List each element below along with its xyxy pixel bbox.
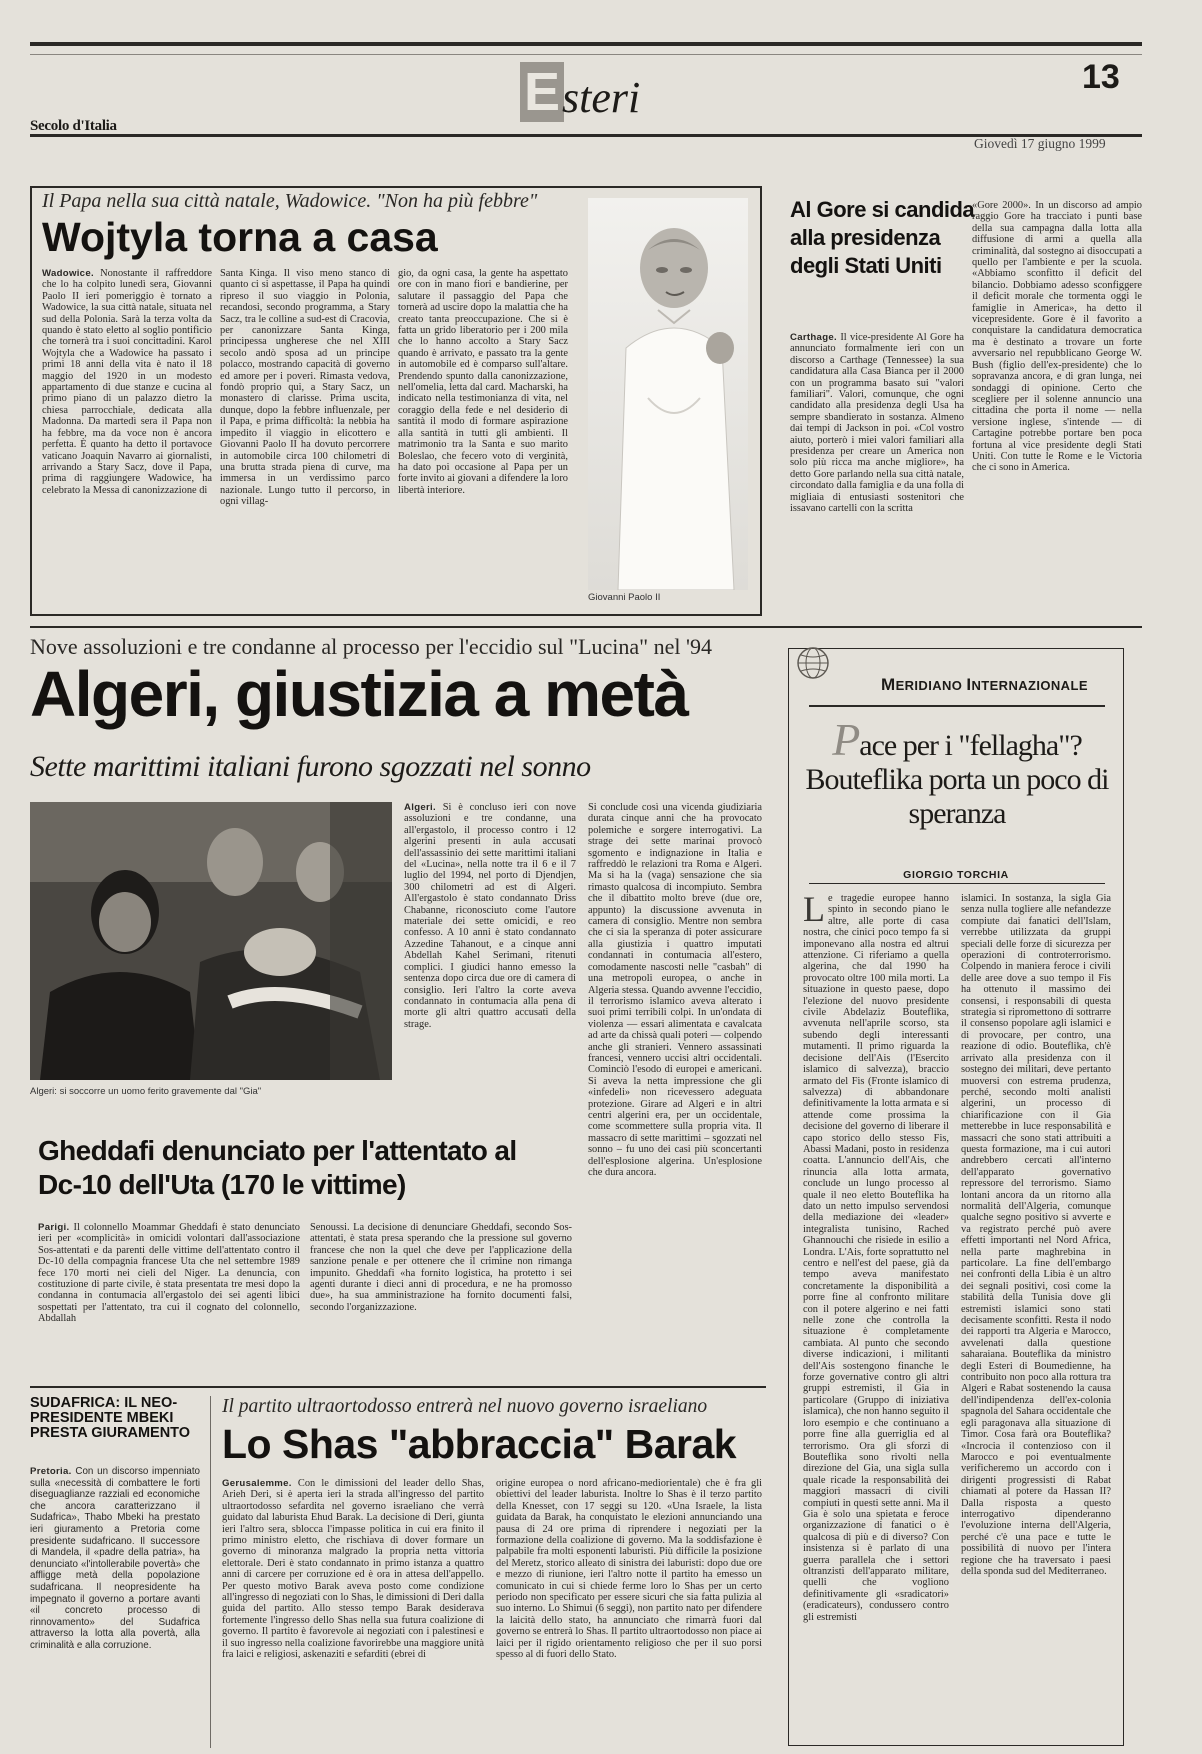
shas-col-1 — [222, 1478, 484, 1746]
gore-col-1-text: Il vice-presidente Al Gore ha annunciato formalmente ieri con un discorso a Carthage (Tennessee) la sua candidatura alla Casa Bianca per il 2000 con un programma basato sui "valori familiari". Valori, comunque, che ogni candidato alla presidenza degli Usa ha sempre sbandierato in sostanza. Almeno dai tempi di Jackson in poi. «Col vostro aiuto, porterò i miei valori familiari alla presidenza per creare un America non solo più ricca ma anche migliore», ha detto Gore parlando nella sua città natale, circondato dalla famiglia e da una folla di migliaia di entusiasti sostenitori che issavano cartelli con la scritta — [790, 332, 964, 515]
wojtyla-col-2: Santa Kinga. Il viso meno stanco di quanto ci si aspettasse, il Papa ha quindi ripreso il suo viaggio in Polonia, recandosi, secondo programma, a Stary Sacz, tra le colline a sud-est di Cracovia, per canonizzare Santa Kinga, principessa ungherese che nel XIII secolo andò sposa ad un principe polacco, mostrando capacità di governo ed amore per i poveri. Rimasta vedova, fondò proprio qui, a Stary Sacz, un monastero di clarisse. Prima uscita, dunque, dopo la febbre influenzale, per il Papa, e prima difficoltà: la nebbia ha impedito il viaggio in elicottero e Giovanni Paolo II ha dovuto percorrere in automobile circa 100 chilometri di una brutta strada piena di curve, ma immersa in un verdissimo parco nazionale. Lungo tutto il percorso, in ogni villag- — [220, 268, 390, 508]
meridiano-headline — [799, 714, 1115, 831]
algeri-headline: Algeri, giustizia a metà — [30, 658, 688, 730]
algeri-subhead: Sette marittimi italiani furono sgozzati nel sonno — [30, 750, 591, 783]
page-number: 13 — [1082, 58, 1120, 96]
shas-dateline: Gerusalemme. — [222, 1478, 292, 1489]
lower-rule — [30, 1386, 766, 1388]
gheddafi-dateline: Parigi. — [38, 1222, 70, 1233]
sudafrica-divider — [210, 1396, 211, 1748]
gheddafi-col-1-text: Il colonnello Moammar Gheddafi è stato denunciato ieri per «complicità» in omicidi volontari dall'associazione Sos-attentati e da parenti delle vittime dell'attentato contro il Dc-10 della compagnia francese Uta che nel settembre 1989 fece 170 morti nei cieli del Niger. La denuncia, con costituzione di parte civile, è stata presentata tre mesi dopo la condanna in contumacia all'ergastolo dei sei agenti libici sospettati per l'attentato, tra cui il cognato del colonnello, Abdallah — [38, 1222, 300, 1325]
section-title — [520, 52, 640, 122]
wojtyla-article — [30, 186, 762, 616]
pope-photo — [588, 198, 748, 590]
meridiano-title-initial-2: I — [966, 675, 972, 694]
gore-col-1 — [790, 332, 964, 606]
sudafrica-dateline: Pretoria. — [30, 1466, 72, 1477]
algeri-photo — [30, 802, 392, 1080]
globe-icon — [795, 645, 831, 681]
meridiano-author-rule — [809, 883, 1105, 884]
sudafrica-headline: SUDAFRICA: IL NEO-PRESIDENTE MBEKI PRESTA GIURAMENTO — [30, 1395, 191, 1441]
meridiano-title — [881, 675, 1088, 695]
wojtyla-headline: Wojtyla torna a casa — [42, 214, 438, 260]
issue-date: Giovedì 17 giugno 1999 — [974, 136, 1106, 151]
gore-dateline: Carthage. — [790, 332, 837, 343]
meridiano-col-1-text: e tragedie europee hanno spinto in secondo piano le altre, alle porte di casa nostra, che cinici poco tempo fa si imponevano alla nostra ed altrui attenzione. Ci riferiamo a quella algerina, che dal 1990 ha provocato oltre 100 mila morti. La situazione in questo paese, dopo l'elezione del nuovo presidente civile Abdelaziz Bouteflika, avvenuta nell'aprile scorso, sta subendo degli interessanti mutamenti. Il primo riguarda la decisione dell'Ais (l'Esercito islamico di salvezza), braccio armato del Fis (Fronte islamico di salvezza) di abbandonare definitivamente la lotta armata e si attende come prossima la decisione del governo di liberare il capo storico dello stesso Fis, Abassi Madani, posto in residenza coatta. L'annuncio dell'Ais, che rinuncia alla lotta armata, conclude un lungo processo al quale il neo eletto Bouteflika ha dato un netto impulso servendosi della mediazione dei «leader» integralista tunisino, Rached Ghannouchi che risiede in esilio a Londra. L'Ais, forte soprattutto nel centro e nell'est del paese, già da tempo aveva manifestato concretamente la disponibilità a porre fine al confronto militare con il potere algerino e nei fatti nelle zone che controlla la situazione è completamente cambiata. Al punto che secondo diverse indicazioni, i militanti dell'Ais sostengono finanche le forze governative contro gli altri gruppi estremisti, il Gia in particolare (Gruppo di iniziativa islamica), che non hanno seguito il loro esempio e che continuano a porre fine alla guerriglia ed al terrorismo. Ora gli sforzi di Bouteflika sono rivolti nella direzione del Gia, una sigla sulla quale ricade la responsabilità dei maggiori massacri di civili compiuti in questi sette anni. Ma il Gia è solo una spietata e feroce organizzazione di fanatici o è qualcosa di più e di diverso? Con insistenza si è parlato di una guerra parallela che i settori oltranzisti dell'apparato militare, quelli che vogliono definitivamente gli «sradicatori» (eradicateurs), condussero contro gli estremisti — [803, 893, 949, 1623]
meridiano-title-rule — [809, 705, 1105, 707]
pope-photo-caption: Giovanni Paolo II — [588, 592, 661, 603]
top-rule — [30, 42, 1142, 46]
wojtyla-dateline: Wadowice. — [42, 268, 94, 279]
algeri-col-1 — [404, 802, 576, 1108]
meridiano-title-initial-1: M — [881, 675, 896, 694]
gore-col-2: «Gore 2000». In un discorso ad ampio raggio Gore ha tracciato i punti base della sua campagna dalla lotta alla diffusione di armi a quella alla criminalità, dal sostegno ai disoccupati a quello per l'ambiente e per la scuola. «Abbiamo sconfitto il deficit del bilancio. Dobbiamo adesso sconfiggere il deficit morale che tormenta oggi le famiglie in America», ha detto il vicepresidente. Gore è il favorito a conquistare la candidatura democratica ma è destinato a trovare un forte avversario nel repubblicano George W. Bush (figlio dell'ex-presidente) che lo sopravanza ancora, e di gran lunga, nei sondaggi di opinione. Certo che scegliere per il solenne annuncio una cittadina che porta il nome — nella versione inglese, s'intende — di Cartagine potrebbe portare ben poca fortuna al vice presidente degli Stati Uniti. Con tutte le Rome e le Victoria che ci sono in America. — [972, 200, 1142, 474]
algeri-photo-caption: Algeri: si soccorre un uomo ferito gravemente dal "Gia" — [30, 1086, 262, 1097]
algeri-photo-image — [30, 802, 392, 1080]
shas-col-2: origine europea o nord africano-mediorientale) che è fra gli obiettivi del leader laburista. Inoltre lo Shas è il terzo partito della Knesset, con 17 seggi su 120. «Una Israele, la lista guidata da Barak, ha conquistato le elezioni annunciando una pausa di 24 ore prima di riprendere i negoziati per la formazione della coalizione di governo. Ma la soddisfazione è palpabile fra molti esponenti laburisti. Più difficile la posizione del Meretz, storico alleato di sinistra dei laburisti: dopo due ore e mezzo di riunione, ieri l'altro notte il partito ha emesso un comunicato in cui si chiede ferme loro lo Shas per un certo periodo non specificato per essere sicuri che sia fatta pulizia al suo interno. Lo Shimui (6 seggi), non partito nato per difendere la laicità dello stato, ha annunciato che rimarrà fuori dal governo se entrerà lo Shas. Il partito ultraortodosso non piace ai laici per il rigido orientamento religioso che per il suo porsi spesso al di fuori dello Stato. — [496, 1478, 762, 1661]
gheddafi-headline: Gheddafi denunciato per l'attentato al Dc-10 dell'Uta (170 le vittime) — [38, 1135, 517, 1200]
meridiano-title-rest-1: ERIDIANO — [895, 678, 967, 693]
meridiano-title-rest-2: NTERNAZIONALE — [971, 678, 1088, 693]
algeri-kicker: Nove assoluzioni e tre condanne al processo per l'eccidio sul "Lucina" nel '94 — [30, 634, 712, 659]
meridiano-col-2: islamici. In sostanza, la sigla Gia senza nulla togliere alle nefandezze compiute dai fanatici dell'Islam, verrebbe utilizzata da gruppi speciali delle forze di sicurezza per operazioni di controterrorismo. Colpendo in maniera feroce i civili delle aree dove a suo tempo il Fis ha ottenuto il massimo dei consensi, i responsabili di questa strategia si ripromettono di sottrarre il consenso popolare agli islamici e di provocare, per contro, una reazione di odio. Bouteflika, ch'è arrivato alla presidenza con il sostegno dei militari, deve pertanto muoversi con estrema prudenza, perché, secondo molti analisti algerini, un processo di chiarificazione con il Gia metterebbe in luce responsabilità e massacri che sono stati attribuiti a questa formazione, ma i cui autori andrebbero cercati all'interno dell'apparato governativo repressore del terrorismo. Siamo lontani ancora da un ritorno alla normalità dell'Algeria, comunque qualche segno positivo si avverte e va registrato perché può avere effetti importanti nel Nord Africa, nella parte maghrebina in particolare. La fine dell'embargo nei confronti della Libia è un altro dei segnali positivi, così come la stabilità della Tunisia dove gli estremisti islamici sono stati decisamente sconfitti. Resta il nodo dei rapporti tra Algeria e Marocco, avvelenati dalla questione saharaiana. Bouteflika da ministro degli Esteri di Boumedienne, ha contribuito non poco alla rottura tra Algeri e Rabat sostenendo la causa dell'indipendenza dell'ex-colonia spagnola del Sahara occidentale che egli paragonava alla situazione di Timor. Cosa farà ora Bouteflika? «Incrocia il contenzioso con il Marocco e poi eventualmente verificheremo un accordo con i dirigenti progressisti di Rabat chiamati al potere da Hassan II? Dalla risposta a questo interrogativo dipenderanno l'evoluzione interna dell'Algeria, perché c'è una pace e tutte le possibilità di nuovo per l'intera regione che ha traversato i paesi della sponda sud del Mediterraneo. — [961, 893, 1111, 1577]
shas-kicker: Il partito ultraortodosso entrerà nel nuovo governo israeliano — [222, 1396, 708, 1417]
wojtyla-col-1 — [42, 268, 212, 606]
shas-headline: Lo Shas "abbraccia" Barak — [222, 1421, 737, 1467]
section-initial: E — [520, 62, 564, 122]
algeri-col-2: Si conclude così una vicenda giudiziaria durata cinque anni che ha provocato polemiche e sorgere interrogativi. La strage dei sette marinai provocò sgomento e indignazione in Italia e raffreddò le relazioni tra Roma e Algeri. Ma si ha la (vaga) sensazione che sia rimasto qualcosa di incompiuto. Sembra che il dibattito molto breve (due ore, appunto) la discussione avvenuta in camera di consiglio. Mentre non sembra che ci sia la speranza di poter assicurare alla giustizia i quattro imputati condannati in contumacia all'estero, comodamente nascosti nelle "casbah" di una metropoli europea, o anche in Algeria stessa. Quando avvenne l'eccidio, il terrorismo islamico aveva alterato i suoi primi terribili colpi. In un'ondata di violenza — essari alimentata e cavalcata ad arte da chissà quali poteri — colpendo anche gli stranieri. Vennero assassinati francesi, vennero uccisi altri occidentali. Cominciò l'esodo di europei e americani. Si aveva la netta impressione che gli «infedeli» non ricevessero adeguata protezione. Girare ad Algeri e in altri centri algerini era, per un occidentale, come scommettere sulla propria vita. Il massacro di sette marittimi – sgozzati nel sonno – fu uno dei casi più sconcertanti dell'esplosione algerina. Un'esplosione che dura ancora. — [588, 802, 762, 1178]
gheddafi-col-1 — [38, 1222, 300, 1370]
sudafrica-body — [30, 1466, 200, 1748]
wojtyla-col-3: gio, da ogni casa, la gente ha aspettato ore con in mano fiori e bandierine, per salutare il passaggio del Papa che tornerà ad uscire dopo la malattia che ha creato tanta preoccupazione. Che si è fatta un grido liberatorio per i 200 mila che lo hanno accolto a Stary Sacz quando è arrivato, e passato tra la gente in automobile ed è comparso sull'altare. Prendendo spunto dalla canonizzazione, nell'omelia, letta dal card. Macharski, ha indicato nella testimonianza di vita, nel coraggio della fede e nel desiderio di santità il modo di formare aspirazione alla santità in tutti gli ambienti. Il matrimonio tra la Santa e suo marito Boleslao, che fecero voto di verginità, ha dato poi occasione al Papa per un forte invito ai giovani a difendere la loro libertà interiore. — [398, 268, 568, 496]
gheddafi-col-2: Senoussi. La decisione di denunciare Gheddafi, secondo Sos-attentati, è stata presa sperando che la pressione sul governo francese che non la quel che deve per l'applicazione della sanzione penale e per ottenere che il crimine non rimanga impunito. Gheddafi «ha fornito logistica, ha protetto i sei agenti durante i dieci anni di procedura, e ne ha promosso due», ha sua amministrazione ha fornito documenti falsi, secondo l'organizzazione. — [310, 1222, 572, 1313]
wojtyla-col-1-text: Nonostante il raffreddore che lo ha colpito lunedì sera, Giovanni Paolo II ieri pomeriggio è tornato a Wadowice, la sua città natale, situata nel sud della Polonia. Sarà la terza volta da quando è stato eletto al soglio pontificio che tornerà tra i suoi concittadini. Karol Wojtyla che a Wadowice ha passato i primi 18 anni della vita è nato il 18 maggio del 1920 in un modesto appartamento di due stanze e cucina al primo piano di un palazzo dietro la chiesa parrocchiale, dedicata alla Madonna. Da martedì sera il Papa non ha febbre, ma da voce non è ancora perfetta. È quanto ha detto il portavoce vaticano Joaquin Navarro ai giornalisti, arrivando a Stary Sacz, dove il Papa, prima di raggiungere Wadowice, ha celebrato la Messa di canonizzazione di — [42, 268, 212, 496]
meridiano-dropcap: L — [803, 893, 825, 929]
sudafrica-body-text: Con un discorso impenniato sulla «necessità di combattere le forti diseguaglianze razziali ed economiche che ancora caratterizzano il Sudafrica», Thabo Mbeki ha prestato ieri giuramento a Pretoria come presidente sudafricano. Il successore di Mandela, il «padre della patria», ha denunciato «l'intollerabile povertà» che affligge metà della popolazione sudafricana. Il neopresidente ha impegnato il governo a portare avanti «il concreto processo di rinnovamento» del Sudafrica attraverso la lotta alla povertà, alla criminalità e alla corruzione. — [30, 1466, 200, 1651]
meridiano-headline-initial: P — [832, 714, 860, 765]
algeri-dateline: Algeri. — [404, 802, 436, 813]
meridiano-author: GIORGIO TORCHIA — [903, 869, 1009, 881]
pope-photo-image — [588, 198, 748, 590]
shas-col-1-text: Con le dimissioni del leader dello Shas, Arieh Deri, si è aperta ieri la strada all'ingresso del partito ultraortodosso sefardita nel governo israeliano che verrà guidato dal laburista Ehud Barak. La decisione di Deri, giunta ieri l'altro sera, sblocca l'impasse politica in cui era finito il primo ministro eletto, che rischiava di dover formare un governo di minoranza malgrado la propria netta vittoria elettorale. Deri è stato condannato in primo istanza a quattro anni di carcere per corruzione ed è ora in attesa dell'appello. Per questo motivo Barak aveva posto come condizione all'ingresso di negoziati con lo Shas, le dimissioni di Deri dalla guida del partito. Allo stesso tempo Barak desiderava fortemente l'ingresso dello Shas nella sua futura coalizione di governo. Il partito è favorevole ai negoziati con i palestinesi e il suo ingresso nella coalizione favorirebbe una maggiore unità fra laici e religiosi, askenaziti e sefarditi (ebrei di — [222, 1478, 484, 1661]
section-rest: steri — [562, 73, 641, 122]
mid-rule — [30, 626, 1142, 628]
algeri-col-1-text: Si è concluso ieri con nove assoluzioni e tre condanne, una all'ergastolo, il processo contro i 12 algerini presenti in aula accusati dell'assassinio dei sette marittimi italiani del «Lucina», nella notte tra il 6 e il 7 luglio del 1994, nel porto di Djendjen, 300 chilometri ad est di Algeri. All'ergastolo è stato condannato Driss Chabanne, riconosciuto come l'autore materiale dei sette omicidi, e reo confesso. A 10 anni è stato condannato Azzedine Tahanout, e a cinque anni Abdellah Kahel Serimani, ritenuti complici. I giudici hanno emesso la sentenza dopo circa due ore di camera di consiglio. Ieri l'altro la corte aveva condannato in contumacia alla pena di morte gli altri quattro accusati della strage. — [404, 802, 576, 1030]
paper-name: Secolo d'Italia — [30, 118, 117, 134]
wojtyla-kicker: Il Papa nella sua città natale, Wadowice. "Non ha più febbre" — [42, 190, 538, 212]
meridiano-box — [788, 648, 1124, 1746]
gore-headline: Al Gore si candida alla presidenza degli Stati Uniti — [790, 197, 975, 278]
meridiano-headline-rest: ace per i "fellagha"? Bouteflika porta un poco di speranza — [805, 729, 1109, 830]
meridiano-col-1 — [803, 893, 949, 1733]
